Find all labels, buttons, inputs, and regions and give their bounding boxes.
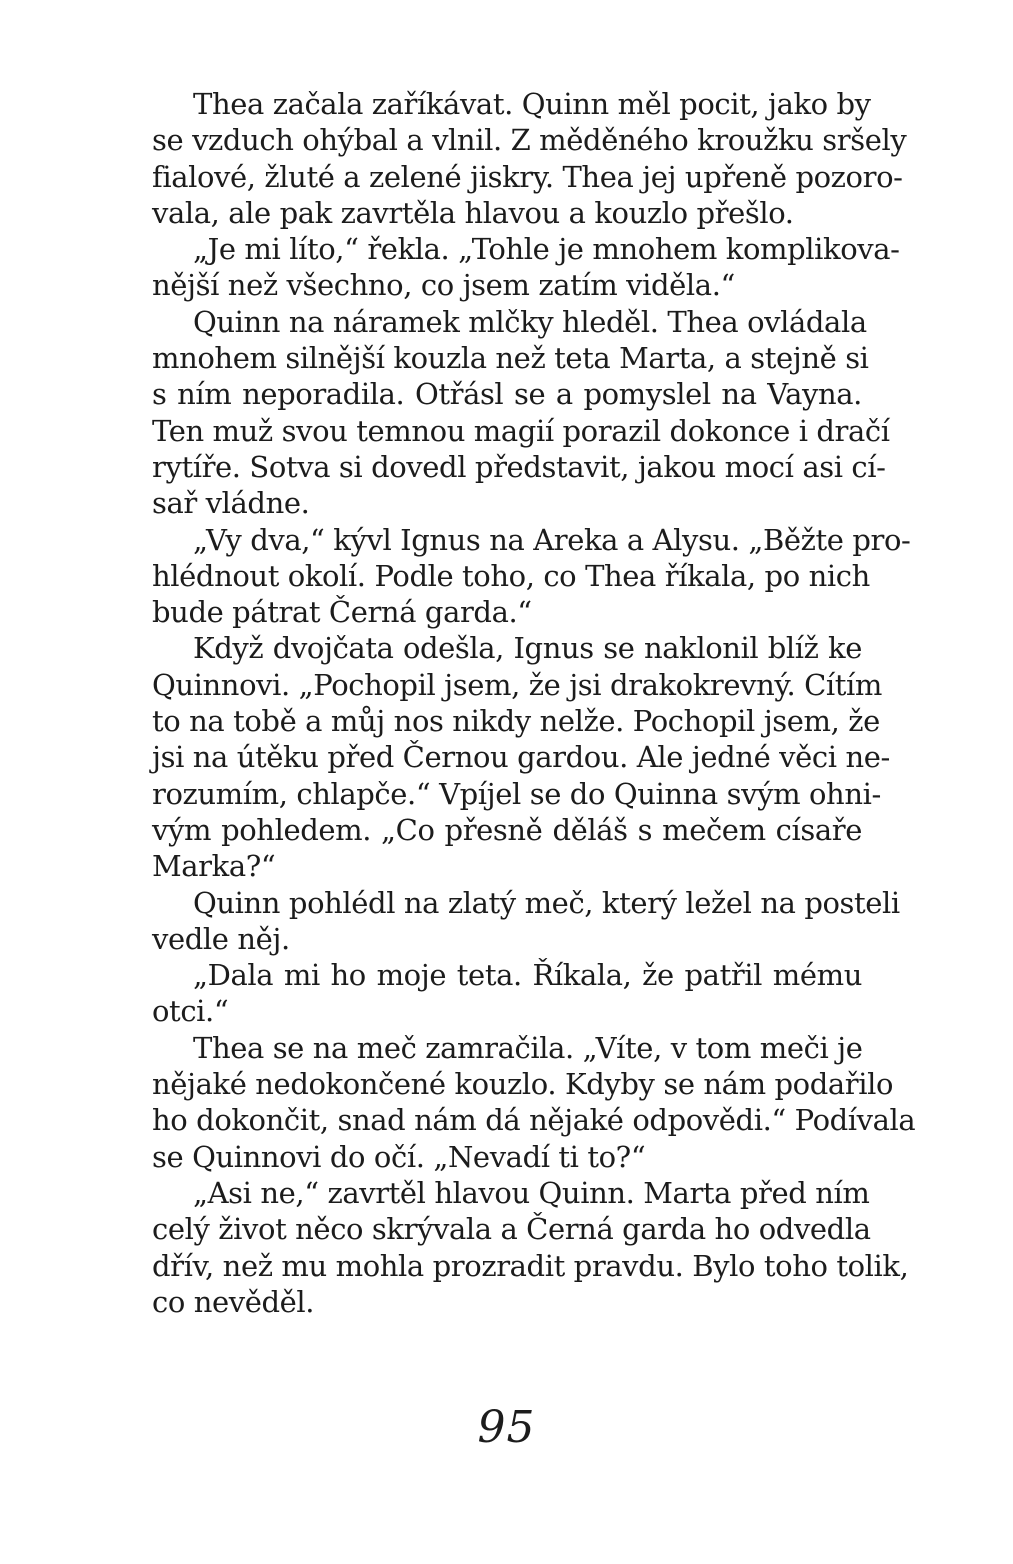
paragraph	[152, 885, 900, 958]
text-line: Marka?“	[152, 849, 276, 884]
text-line: vala, ale pak zavrtěla hlavou a kouzlo přešlo.	[152, 195, 794, 230]
text-line: Thea začala zaříkávat. Quinn měl pocit, jako by	[193, 87, 871, 121]
page-number: 95	[477, 1402, 536, 1453]
text-line: sař vládne.	[152, 486, 310, 521]
text-line: hlédnout okolí. Podle toho, co Thea říkala, po nich	[152, 558, 870, 593]
text-line: vým pohledem. „Co přesně děláš s mečem císaře	[152, 812, 862, 847]
text-line: „Dala mi ho moje teta. Říkala, že patřil mému	[193, 958, 862, 993]
text-line: Quinn na náramek mlčky hleděl. Thea ovládala	[193, 304, 867, 339]
text-line: celý život něco skrývala a Černá garda ho odvedla	[152, 1212, 871, 1247]
paragraph	[152, 957, 862, 1030]
paragraph	[152, 304, 890, 522]
paragraph	[152, 86, 907, 231]
paragraph	[152, 1175, 909, 1320]
text-line: co nevěděl.	[152, 1284, 315, 1319]
text-line: se vzduch ohýbal a vlnil. Z měděného kroužku sršely	[152, 123, 907, 158]
text-line: bude pátrat Černá garda.“	[152, 595, 532, 630]
text-line: to na tobě a můj nos nikdy nelže. Pochopil jsem, že	[152, 704, 880, 739]
text-line: nějaké nedokončené kouzlo. Kdyby se nám podařilo	[152, 1067, 894, 1102]
text-line: ho dokončit, snad nám dá nějaké odpovědi.“ Podívala	[152, 1103, 916, 1138]
text-line: „Vy dva,“ kývl Ignus na Areka a Alysu. „Běžte pro-	[193, 522, 911, 557]
paragraph	[152, 522, 911, 631]
text-line: Thea se na meč zamračila. „Víte, v tom meči je	[193, 1030, 863, 1065]
paragraph	[152, 1030, 916, 1175]
text-line: nější než všechno, co jsem zatím viděla.“	[152, 268, 735, 303]
text-line: fialové, žluté a zelené jiskry. Thea jej upřeně pozoro-	[152, 159, 903, 194]
text-line: mnohem silnější kouzla než teta Marta, a stejně si	[152, 341, 869, 376]
text-line: vedle něj.	[152, 921, 290, 956]
text-line: rozumím, chlapče.“ Vpíjel se do Quinna svým ohni-	[152, 776, 881, 811]
text-line: Ten muž svou temnou magií porazil dokonce i dračí	[152, 413, 890, 448]
text-line: dřív, než mu mohla prozradit pravdu. Bylo toho tolik,	[152, 1248, 909, 1283]
text-line: otci.“	[152, 994, 229, 1029]
text-line: Když dvojčata odešla, Ignus se naklonil blíž ke	[193, 631, 862, 666]
text-line: „Je mi líto,“ řekla. „Tohle je mnohem komplikova-	[193, 232, 900, 267]
text-line: „Asi ne,“ zavrtěl hlavou Quinn. Marta před ním	[193, 1175, 870, 1210]
paragraph	[152, 231, 900, 304]
text-line: Quinnovi. „Pochopil jsem, že jsi drakokrevný. Cítím	[152, 667, 883, 702]
text-line: Quinn pohlédl na zlatý meč, který ležel na posteli	[193, 885, 900, 920]
text-line: s ním neporadila. Otřásl se a pomyslel na Vayna.	[152, 377, 862, 412]
text-line: rytíře. Sotva si dovedl představit, jakou mocí asi cí-	[152, 449, 886, 484]
paragraph	[152, 630, 890, 884]
text-line: se Quinnovi do očí. „Nevadí ti to?“	[152, 1139, 646, 1174]
text-line: jsi na útěku před Černou gardou. Ale jedné věci ne-	[152, 740, 890, 775]
body-text	[152, 86, 916, 1320]
